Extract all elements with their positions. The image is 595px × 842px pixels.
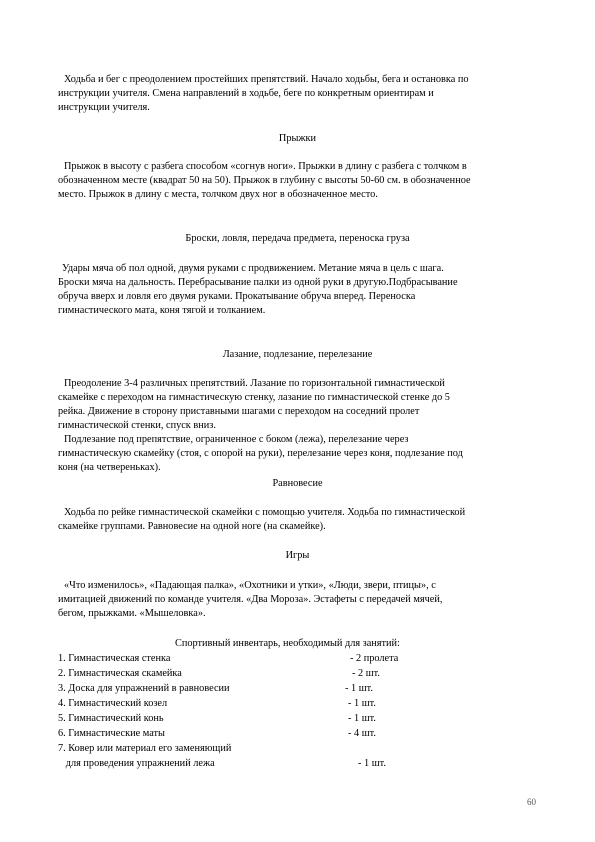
inventory-item-name: для проведения упражнений лежа <box>58 758 215 769</box>
paragraph-line: Ходьба по рейке гимнастической скамейки с помощью учителя. Ходьба по гимнастической <box>64 507 466 518</box>
paragraph-line: обруча вверх и ловля его двумя руками. Прокатывание обруча вперед. Переноска <box>58 291 416 302</box>
paragraph-line: имитацией движений по команде учителя. «Два Мороза». Эстафеты с передачей мячей, <box>58 594 443 605</box>
paragraph-line: Ходьба и бег с преодолением простейших препятствий. Начало ходьбы, бега и остановка по <box>64 74 469 85</box>
page-number: 60 <box>527 797 536 807</box>
paragraph-line: Прыжок в высоту с разбега способом «согнув ноги». Прыжки в длину с разбега с толчком в <box>64 161 467 172</box>
paragraph-line: Удары мяча об пол одной, двумя руками с продвижением. Метание мяча в цель с шага. <box>62 263 444 274</box>
section-heading: Лазание, подлезание, перелезание <box>222 349 373 360</box>
inventory-item-qty: - 2 шт. <box>352 668 380 679</box>
inventory-item-qty: - 1 шт. <box>358 758 386 769</box>
paragraph-line: инструкции учителя. Смена направлений в ходьбе, беге по конкретным ориентирам и <box>58 88 434 99</box>
paragraph-line: Подлезание под препятствие, ограниченное с боком (лежа), перелезание через <box>64 434 409 445</box>
inventory-item-name: 3. Доска для упражнений в равновесии <box>58 683 230 694</box>
inventory-item-name: 6. Гимнастические маты <box>58 728 165 739</box>
inventory-item-name: 5. Гимнастический конь <box>58 713 164 724</box>
paragraph-line: Преодоление 3-4 различных препятствий. Лазание по горизонтальной гимнастической <box>64 378 445 389</box>
paragraph-line: гимнастического мата, коня тягой и толканием. <box>58 305 266 316</box>
paragraph-line: рейка. Движение в сторону приставными шагами с переходом на соседний пролет <box>58 406 420 417</box>
inventory-item-name: 7. Ковер или материал его заменяющий <box>58 743 232 754</box>
inventory-item-qty: - 1 шт. <box>345 683 373 694</box>
section-heading: Прыжки <box>278 133 317 144</box>
section-heading: Броски, ловля, передача предмета, переноска груза <box>185 233 410 244</box>
paragraph-line: скамейке с переходом на гимнастическую стенку, лазание по гимнастической стенке до 5 <box>58 392 450 403</box>
paragraph-line: гимнастической стенки, спуск вниз. <box>58 420 216 431</box>
inventory-item-qty: - 4 шт. <box>348 728 376 739</box>
paragraph-line: коня (на четвереньках). <box>58 462 161 473</box>
paragraph-line: гимнастическую скамейку (стоя, с опорой на руки), перелезание через коня, подлезание под <box>58 448 463 459</box>
inventory-item-name: 2. Гимнастическая скамейка <box>58 668 182 679</box>
paragraph-line: «Что изменилось», «Падающая палка», «Охотники и утки», «Люди, звери, птицы», с <box>64 580 436 591</box>
paragraph-line: бегом, прыжками. «Мышеловка». <box>58 608 206 619</box>
section-heading: Равновесие <box>272 478 323 489</box>
paragraph-line: скамейке группами. Равновесие на одной ноге (на скамейке). <box>58 521 326 532</box>
inventory-title: Спортивный инвентарь, необходимый для занятий: <box>175 638 400 649</box>
inventory-item-qty: - 1 шт. <box>348 698 376 709</box>
paragraph-line: место. Прыжок в длину с места, толчком двух ног в обозначенное место. <box>58 189 378 200</box>
paragraph-line: обозначенном месте (квадрат 50 на 50). Прыжок в глубину с высоты 50-60 см. в обозначенное <box>58 175 471 186</box>
inventory-item-name: 1. Гимнастическая стенка <box>58 653 171 664</box>
section-heading: Игры <box>285 550 310 561</box>
inventory-item-qty: - 2 пролета <box>350 653 399 664</box>
inventory-item-qty: - 1 шт. <box>348 713 376 724</box>
inventory-item-name: 4. Гимнастический козел <box>58 698 168 709</box>
paragraph-line: инструкции учителя. <box>58 102 150 113</box>
paragraph-line: Броски мяча на дальность. Перебрасывание палки из одной руки в другую.Подбрасывание <box>58 277 458 288</box>
